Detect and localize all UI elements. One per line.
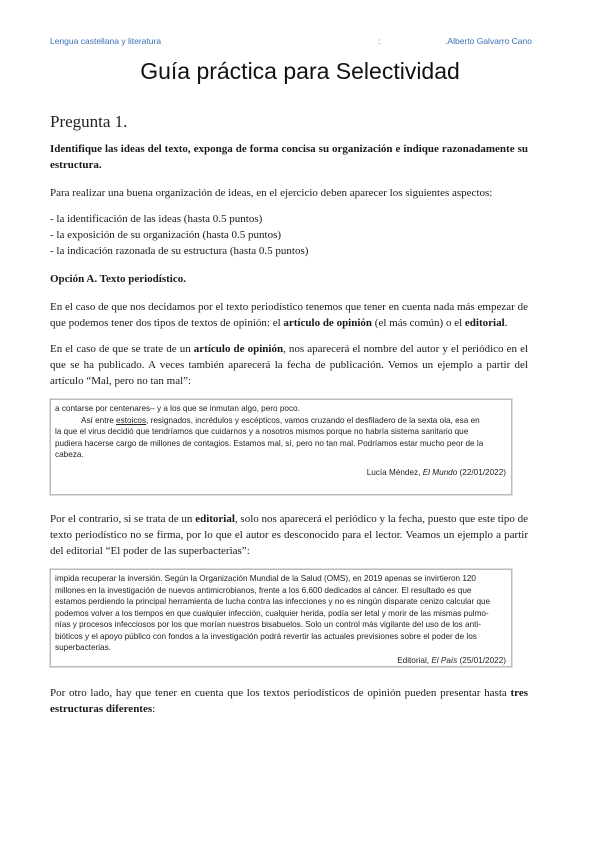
text-run: Por otro lado, hay que tener en cuenta que los textos periodísticos de opinión pueden presentar hasta <box>50 687 511 699</box>
citation-date: (22/01/2022) <box>457 467 506 477</box>
quote-line: millones en la investigación de nuevos antimicrobianos, frente a los 6.600 dedicados al cáncer. El resultado es que <box>55 585 472 595</box>
quote-line: superbacterias. <box>55 643 111 652</box>
quote-citation <box>55 467 506 479</box>
intro-paragraph: Para realizar una buena organización de ideas, en el ejercicio deben aparecer los siguientes aspectos: <box>50 187 493 199</box>
page-title: Guía práctica para Selectividad <box>140 58 460 84</box>
quote-line: impida recuperar la inversión. Según la Organización Mundial de la Salud (OMS), en 2019 apenas se invirtieron 120 <box>55 574 476 583</box>
header-separator: : <box>378 36 381 46</box>
underlined-word: estoicos <box>116 415 147 425</box>
bold-term: editorial <box>195 513 235 525</box>
text-run: En el caso de que nos decidamos por el texto periodístico tenemos que tener en cuenta nada más empezar de que podemos tener dos tipos de textos de opinión: el <box>50 301 528 329</box>
citation-date: (25/01/2022) <box>457 655 506 665</box>
quote-line: estamos perdiendo la principal herramienta de lucha contra las infecciones y no es ningún disparate cenizo calcular que <box>55 597 491 606</box>
paragraph-editorial <box>50 511 528 559</box>
text-run: , resignados, incrédulos y escépticos, vamos cruzando el desfiladero de la sexta ola, esa en <box>146 415 480 425</box>
paragraph-opinion-types <box>50 299 528 331</box>
text-run: . <box>504 317 508 329</box>
citation-newspaper: El País <box>431 655 458 665</box>
quote-line: nías y procesos infecciosos por los que morían nuestros bisabuelos. Solo un control más vigilante del uso de los anti- <box>55 620 481 629</box>
header-subject: Lengua castellana y literatura <box>50 36 162 46</box>
paragraph-structures <box>50 685 528 717</box>
quote-line: la que el virus decidió que tendríamos que cuidarnos y a nosotros mismos porque no habría sistema sanitario que <box>55 427 469 436</box>
quote-line: cabeza. <box>55 450 84 459</box>
question-statement: Identifique las ideas del texto, exponga de forma concisa su organización e indique razonadamente su estructura. <box>50 143 528 171</box>
bold-term: editorial <box>464 317 505 329</box>
question-title: Pregunta 1. <box>50 112 128 131</box>
quote-citation <box>55 655 506 667</box>
text-run: Por el contrario, si se trata de un <box>50 513 196 525</box>
bold-term: tres estructuras diferentes <box>50 687 528 715</box>
aspects-list <box>50 211 528 259</box>
text-run: : <box>152 703 156 715</box>
quote-line: bióticos y el apoyo público con fondos a la investigación podrá revertir las actuales previsiones sobre el poder de los <box>55 631 477 641</box>
quote-opinion-article <box>50 399 512 495</box>
bold-term: artículo de opinión <box>193 343 284 355</box>
list-item: - la identificación de las ideas (hasta 0.5 puntos) <box>50 213 263 225</box>
bold-term: artículo de opinión <box>283 317 373 329</box>
quote-editorial <box>50 569 512 667</box>
text-run: , nos aparecerá el nombre del autor y el periódico en el que se ha publicado. A veces también aparecerá la fecha de publicación. Vemos un ejemplo a partir del artículo “Mal, pero no tan mal”: <box>50 343 529 387</box>
text-run: , solo nos aparecerá el periódico y la fecha, puesto que este tipo de texto periodístico no se firma, por lo que el autor es desconocido para el lector. Veamos un ejemplo a partir del editorial “El poder de las superbacterias”: <box>50 513 528 557</box>
text-run: En el caso de que se trate de un <box>50 343 194 355</box>
citation-prefix: Editorial, <box>397 655 432 665</box>
list-item: - la indicación razonada de su estructura (hasta 0.5 puntos) <box>50 245 309 257</box>
header-author: .Alberto Galvarro Cano <box>445 36 532 46</box>
paragraph-opinion-article <box>50 341 528 389</box>
text-run: (el más común) o el <box>372 317 465 329</box>
list-item: - la exposición de su organización (hasta 0.5 puntos) <box>50 229 282 241</box>
quote-line <box>55 415 506 427</box>
page-header <box>50 36 560 50</box>
text-run: Así entre <box>81 415 117 425</box>
citation-author: Lucía Méndez, <box>366 467 423 477</box>
quote-line: podemos volver a los tiempos en que cualquier infección, cualquier herida, podía ser letal y morir de las mismas pulmo- <box>55 608 489 618</box>
citation-newspaper: El Mundo <box>422 467 458 477</box>
option-a-heading: Opción A. Texto periodístico. <box>50 273 186 285</box>
quote-line: a contarse por centenares– y a los que se inmutan algo, pero poco. <box>55 404 300 413</box>
document-body <box>50 112 528 717</box>
quote-line: pudiera hacerse cargo de millones de contagios. Estamos mal, sí, pero no tan mal. Podríamos estar mucho peor de la <box>55 438 484 448</box>
